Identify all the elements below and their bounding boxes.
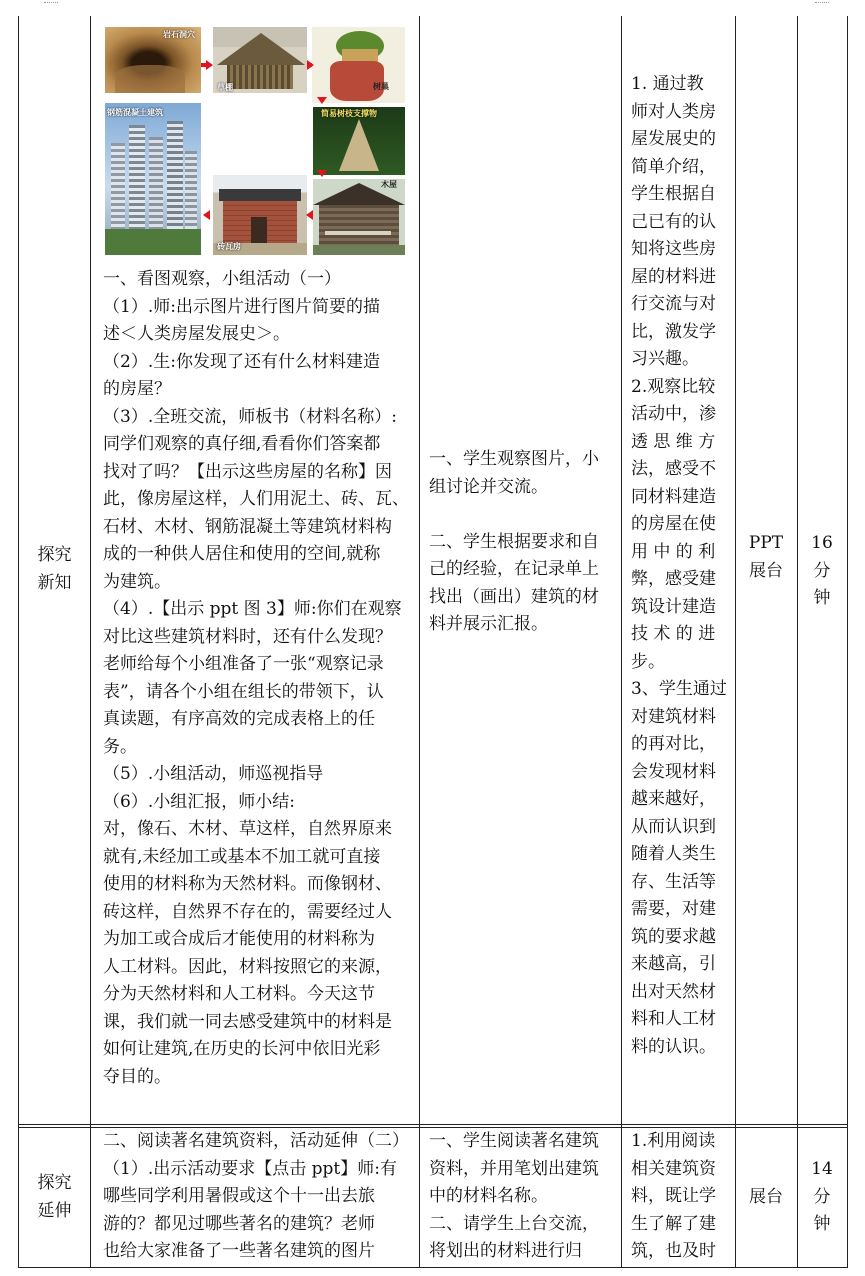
text-line: 师对人类房 [631,101,716,122]
text-line: 如何让建筑,在历史的长河中依旧光彩 [103,1039,381,1059]
column-divider [621,16,622,1268]
text-line: 一、看图观察，小组活动（一） [103,269,341,289]
text-line: 己已有的认 [631,211,716,232]
row-divider [19,1124,847,1125]
text-line: 务。 [103,736,137,757]
text-line: 比，激发学 [631,321,716,342]
text-line: 简单介绍， [631,156,716,177]
text-line: 学生根据自 [631,184,716,204]
time-cell [797,1156,847,1239]
time-cell [797,530,847,613]
text-line: 的房屋？ [103,379,171,399]
text-line: 同学们观察的真仔细,看看你们答案都 [103,434,381,454]
caption-cave: 岩石洞穴 [163,30,195,39]
caption-hut: 草棚 [217,83,233,92]
text-line: （1）.出示活动要求【点击 ppt】师:有 [103,1158,397,1179]
tree-nest-photo [312,27,405,103]
text-line: 分 [813,560,831,581]
text-line: 表”，请各个小组在组长的带领下，认 [103,681,384,702]
text-line: 习兴趣。 [631,349,699,369]
caption-brick: 砖瓦房 [217,242,241,251]
caption-tent: 简易树枝支撑物 [321,109,377,118]
teacher-activity-cell [103,266,409,1091]
lesson-plan-table [18,16,848,1268]
media-cell [735,530,797,585]
text-line: 会发现材料 [631,761,716,782]
text-line: 组讨论并交流。 [429,476,548,497]
text-line: （1）.师:出示图片进行图片简要的描 [103,296,380,317]
text-line: 二、阅读著名建筑资料，活动延伸（二） [103,1131,409,1151]
stage-cell [19,1170,90,1225]
text-line: 也给大家准备了一些著名建筑的图片 [103,1241,375,1261]
text-line: 1. 通过教 [631,74,704,94]
text-line: 此，像房屋这样，人们用泥土、砖、瓦、 [103,489,409,509]
text-line: 弊，感受建 [631,569,716,589]
text-line: 石材、木材、钢筋混凝土等建筑材料构 [103,516,392,537]
text-line: 真读题，有序高效的完成表格上的任 [103,709,375,729]
text-line: 料和人工材 [631,1009,716,1029]
caption-city: 钢筋混凝土建筑 [107,108,163,117]
text-line: （4）.【出示 ppt 图 3】师:你们在观察 [103,599,402,619]
caption-tree: 树巢 [373,82,389,91]
text-line: 技 术 的 进 [631,624,716,644]
text-line: 随着人类生 [631,844,716,864]
text-line: 法，感受不 [631,459,716,479]
text-line: 需要，对建 [631,899,716,919]
text-line: 人工材料。因此，材料按照它的来源， [103,956,392,977]
stage-text: 延伸 [37,1200,72,1221]
text-line: 2.观察比较 [631,376,716,397]
text-line: 知将这些房 [631,239,716,259]
text-line: 将划出的材料进行归 [429,1241,582,1261]
text-line: 找出（画出）建筑的材 [429,586,599,607]
text-line: 二、请学生上台交流， [429,1213,599,1234]
column-divider [90,16,91,1268]
text-line: 砖这样，自然界不存在的，需要经过人 [103,901,392,922]
text-line: 14 [811,1159,833,1179]
text-line: 就有,未经加工或基本不加工就可直接 [103,846,381,867]
text-line: PPT [748,533,784,553]
text-line: 透 思 维 方 [631,431,716,452]
column-divider [735,16,736,1268]
text-line: 展台 [749,1187,783,1207]
text-line: 一、学生阅读著名建筑 [429,1131,599,1151]
text-line: 行交流与对 [631,294,716,314]
design-intent-cell [631,71,727,1061]
text-line: 出对天然材 [631,981,716,1002]
text-line: 中的材料名称。 [429,1186,548,1206]
text-line: 相关建筑资 [631,1158,716,1179]
stage-cell [19,542,90,597]
text-line: 课，我们就一同去感受建筑中的材料是 [103,1011,392,1032]
text-line: 己的经验，在记录单上 [429,559,599,579]
media-cell [735,1184,797,1212]
row-divider [19,1267,847,1268]
caption-wood: 木屋 [381,180,397,189]
teacher-activity-cell [103,1128,409,1266]
text-line: 对建筑材料 [631,706,716,727]
house-history-collage [105,27,405,255]
text-line: 展台 [749,560,783,581]
column-divider [419,16,420,1268]
text-line: 夺目的。 [103,1066,171,1087]
wooden-house-photo [313,179,405,255]
text-line: 步。 [631,651,665,672]
text-line: 16 [811,533,833,553]
text-line: 钟 [813,1214,831,1234]
text-line: 筑设计建造 [631,596,716,617]
text-line: 的再对比， [631,734,716,754]
text-line: 活动中，渗 [631,404,716,424]
text-line: （3）.全班交流，师板书（材料名称）: [103,406,397,427]
text-line: 对，像石、木材、草这样，自然界原来 [103,819,392,839]
text-line: 二、学生根据要求和自 [429,531,599,552]
stage-text: 新知 [37,572,72,593]
text-line: 的房屋在使 [631,514,716,534]
text-line: （2）.生:你发现了还有什么材料建造 [103,351,380,372]
text-line: 成的一种供人居住和使用的空间,就称 [103,544,381,564]
arrow-left-icon [203,210,210,220]
text-line: 从而认识到 [631,816,716,837]
text-line: 分 [813,1186,831,1207]
text-line: 存、生活等 [631,871,716,892]
column-divider [797,16,798,1268]
text-line: 找对了吗？【出示这些房屋的名称】因 [103,461,392,482]
text-line: 钟 [813,588,831,608]
text-line: 用 中 的 利 [631,541,716,562]
text-line: 生了解了建 [631,1213,716,1234]
text-line: 哪些同学利用暑假或这个十一出去旅 [103,1186,375,1206]
text-line: 述＜人类房屋发展史＞。 [103,324,290,344]
text-line: 游的？都见过哪些著名的建筑？老师 [103,1213,375,1234]
design-intent-cell [631,1128,716,1266]
text-line: 为加工或合成后才能使用的材料称为 [103,929,375,949]
text-line: （6）.小组汇报，师小结: [103,791,295,812]
text-line: 老师给每个小组准备了一张“观察记录 [103,654,384,674]
text-line: 使用的材料称为天然材料。而像钢材、 [103,874,392,894]
stage-text: 探究 [37,545,72,565]
text-line: 料的认识。 [631,1036,716,1057]
arrow-left-icon [306,210,313,220]
text-line: 越来越好， [631,789,716,809]
text-line: 一、学生观察图片，小 [429,449,599,469]
text-line: 1.利用阅读 [631,1131,716,1151]
text-line: 同材料建造 [631,486,716,507]
student-activity-cell [429,1128,599,1266]
arrow-down-icon [317,97,327,104]
text-line: 料，既让学 [631,1186,716,1206]
text-line: 来越高，引 [631,954,716,974]
text-line: 对比这些建筑材料时，还有什么发现？ [103,626,392,647]
text-line [429,501,599,529]
text-line: 分为天然材料和人工材料。今天这节 [103,984,375,1004]
student-activity-cell [429,446,599,639]
text-line: 3、学生通过 [631,679,727,699]
text-line: 屋发展史的 [631,129,716,149]
text-line: 资料，并用笔划出建筑 [429,1158,599,1179]
text-line: 筑的要求越 [631,926,716,947]
text-line: （5）.小组活动，师巡视指导 [103,764,324,784]
stage-text: 探究 [37,1173,72,1193]
text-line: 料并展示汇报。 [429,614,548,634]
text-line: 屋的材料进 [631,266,716,287]
text-line: 为建筑。 [103,571,171,592]
high-rise-photo [105,103,201,255]
arrow-down-icon [317,170,327,177]
text-line: 筑，也及时 [631,1241,716,1261]
